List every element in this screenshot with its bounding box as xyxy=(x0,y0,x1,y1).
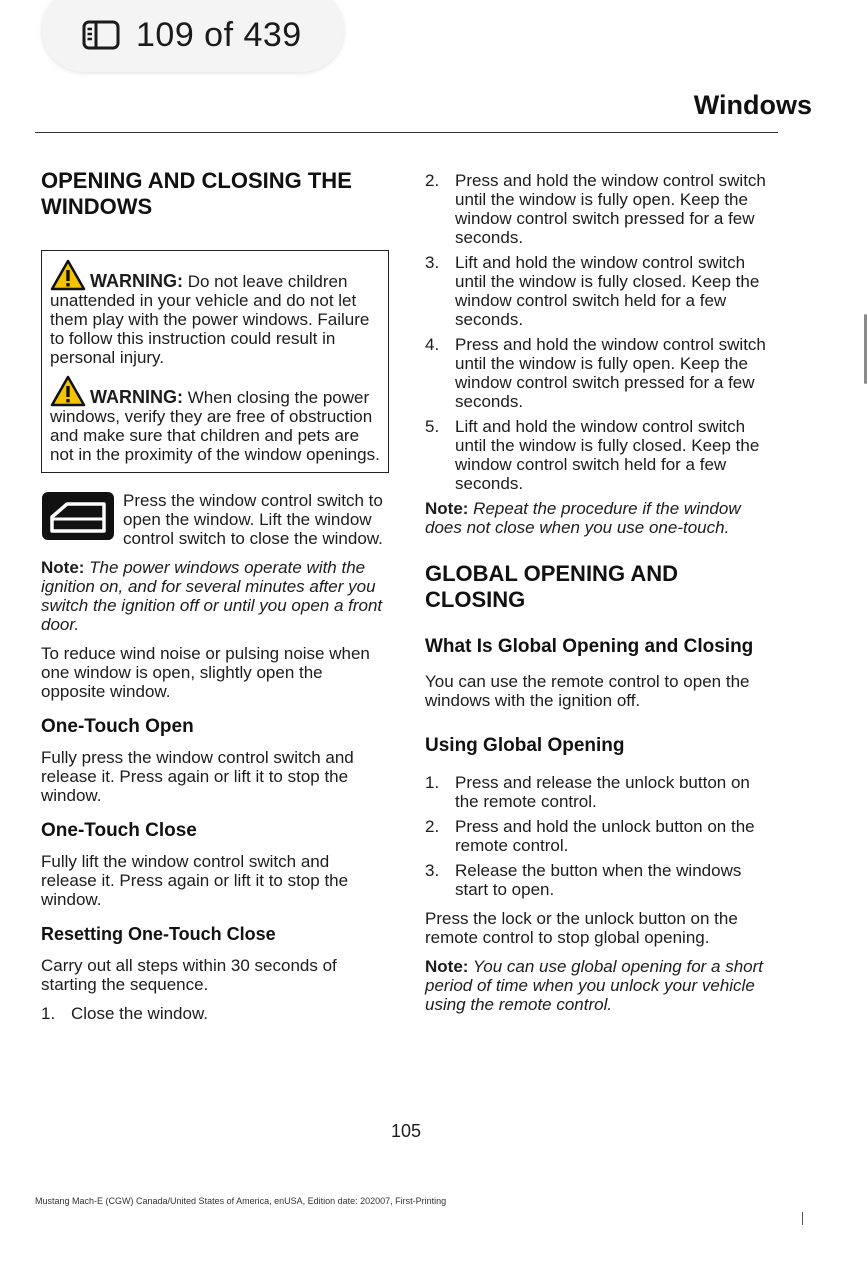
one-touch-close-heading: One-Touch Close xyxy=(41,820,197,841)
step-number: 3. xyxy=(425,861,440,880)
header-divider xyxy=(35,132,778,133)
opening-closing-heading: OPENING AND CLOSING THE WINDOWS xyxy=(41,168,352,219)
list-item xyxy=(425,817,775,855)
list-item xyxy=(425,861,775,899)
step-number: 4. xyxy=(425,335,440,354)
global-opening-heading: GLOBAL OPENING AND CLOSING xyxy=(425,561,679,612)
warning-2-label: WARNING: xyxy=(90,387,183,407)
warning-2-text: When closing the power windows, verify they are free of obstruction and make sure that children and pets are not in the proximity of the window openings. xyxy=(50,388,380,464)
step-text: Close the window. xyxy=(71,1004,209,1023)
one-touch-close-text: Fully lift the window control switch and release it. Press again or lift it to stop the window. xyxy=(41,852,349,909)
using-global-steps xyxy=(425,773,775,899)
list-item xyxy=(425,171,775,247)
window-switch-paragraph xyxy=(41,491,389,548)
list-item xyxy=(425,253,775,329)
warning-2 xyxy=(50,375,380,464)
warning-box xyxy=(41,250,389,473)
note-text: The power windows operate with the ignition on, and for several minutes after you switch the ignition off or until you open a front door. xyxy=(41,558,383,634)
note-repeat xyxy=(425,499,775,537)
list-item xyxy=(41,1004,389,1023)
note-label: Note: xyxy=(425,499,469,518)
resetting-steps xyxy=(41,1004,389,1023)
wind-noise-paragraph: To reduce wind noise or pulsing noise when one window is open, slightly open the opposite window. xyxy=(41,644,370,701)
stop-global-text: Press the lock or the unlock button on the remote control to stop global opening. xyxy=(425,909,738,947)
resetting-text: Carry out all steps within 30 seconds of starting the sequence. xyxy=(41,956,337,994)
edition-footer: Mustang Mach-E (CGW) Canada/United States of America, enUSA, Edition date: 202007, First-Printing xyxy=(35,1196,447,1206)
step-text: Lift and hold the window control switch until the window is fully closed. Keep the window control switch held for a few seconds. xyxy=(455,253,760,329)
step-number: 1. xyxy=(425,773,440,792)
step-text: Press and hold the window control switch until the window is fully open. Keep the window control switch pressed for a few seconds. xyxy=(455,335,766,411)
list-item xyxy=(425,335,775,411)
step-number: 5. xyxy=(425,417,440,436)
list-item xyxy=(425,417,775,493)
book-icon xyxy=(82,20,120,50)
what-is-global-text: You can use the remote control to open the windows with the ignition off. xyxy=(425,672,750,710)
page-counter-pill[interactable] xyxy=(42,0,344,72)
step-text: Lift and hold the window control switch until the window is fully closed. Keep the window control switch held for a few seconds. xyxy=(455,417,760,493)
note-global xyxy=(425,957,775,1014)
text-cursor xyxy=(802,1212,803,1225)
page-counter-text: 109 of 439 xyxy=(136,15,302,54)
warning-1-text: Do not leave children unattended in your vehicle and do not let them play with the power windows. Failure to follow this instruction could result in personal injury. xyxy=(50,272,370,367)
step-number: 3. xyxy=(425,253,440,272)
note-label: Note: xyxy=(425,957,469,976)
step-text: Press and release the unlock button on the remote control. xyxy=(455,773,750,811)
warning-triangle-icon xyxy=(50,375,86,407)
step-number: 1. xyxy=(41,1004,56,1023)
right-column xyxy=(425,171,775,1024)
using-global-heading: Using Global Opening xyxy=(425,735,625,756)
step-text: Press and hold the unlock button on the remote control. xyxy=(455,817,755,855)
note-text: You can use global opening for a short period of time when you unlock your vehicle using the remote control. xyxy=(425,957,764,1014)
page-number: 105 xyxy=(390,1121,422,1141)
step-text: Release the button when the windows start to open. xyxy=(455,861,742,899)
section-title: Windows xyxy=(693,90,812,120)
step-number: 2. xyxy=(425,817,440,836)
step-text: Press and hold the window control switch until the window is fully open. Keep the window control switch pressed for a few seconds. xyxy=(455,171,766,247)
window-switch-text: Press the window control switch to open the window. Lift the window control switch to close the window. xyxy=(123,491,383,548)
window-switch-icon xyxy=(41,491,115,541)
what-is-global-heading: What Is Global Opening and Closing xyxy=(425,636,754,657)
note-text: Repeat the procedure if the window does not close when you use one-touch. xyxy=(425,499,741,537)
left-column xyxy=(41,168,389,1033)
warning-1 xyxy=(50,259,380,367)
note-ignition xyxy=(41,558,389,634)
resetting-steps-continued xyxy=(425,171,775,493)
step-number: 2. xyxy=(425,171,440,190)
list-item xyxy=(425,773,775,811)
resetting-heading: Resetting One-Touch Close xyxy=(41,924,276,944)
note-label: Note: xyxy=(41,558,85,577)
one-touch-open-text: Fully press the window control switch and release it. Press again or lift it to stop the window. xyxy=(41,748,354,805)
one-touch-open-heading: One-Touch Open xyxy=(41,716,194,737)
warning-triangle-icon xyxy=(50,259,86,291)
warning-1-label: WARNING: xyxy=(90,271,183,291)
